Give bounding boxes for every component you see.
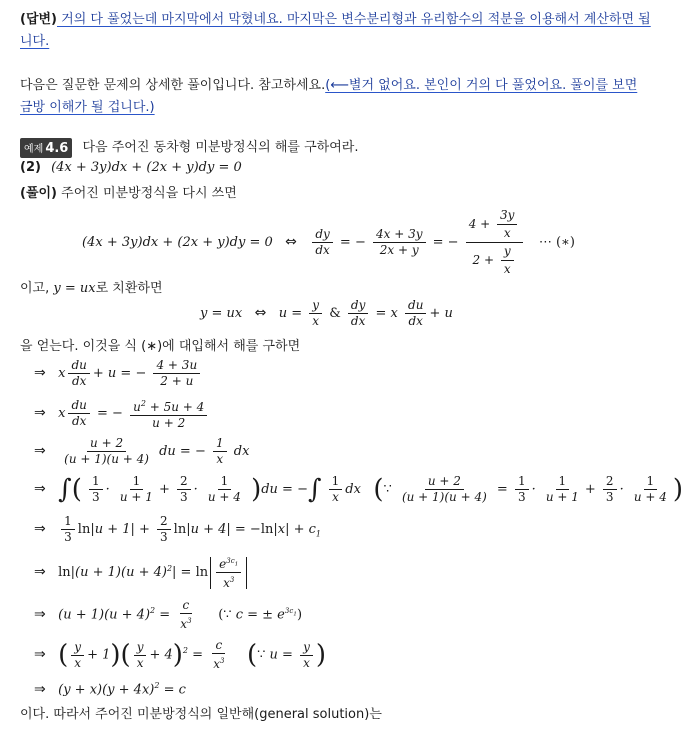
step-3: ⇒ $\frac{u + 2}{(u + 1)(u + 4)}$ du = − $\frac{1}{x}$ dx xyxy=(34,436,250,466)
intro-text: 다음은 질문한 문제의 상세한 풀이입니다. 참고하세요. xyxy=(20,78,326,93)
example-prompt: 다음 주어진 동차형 미분방정식의 해를 구하여라. xyxy=(82,140,359,155)
answer-line-2: 니다. xyxy=(20,34,50,49)
answer-text: 거의 다 풀었는데 마지막에서 막혔네요. 마지막은 변수분리형과 유리함수의 적분을 이용해서 계산하면 됩 xyxy=(57,12,651,27)
example-equation: (4x + 3y)dx + (2x + y)dy = 0 xyxy=(51,160,242,175)
intro-note: (⟵별거 없어요. 본인이 거의 다 풀었어요. 풀이를 보면 xyxy=(325,78,638,93)
equation-2: y = ux ⇔ u = $\frac{y}{x}$ & $\frac{dy}{dx}$ = x $\frac{du}{dx}$ + u xyxy=(200,298,453,328)
step-4: ⇒ ∫( $\frac{1}{3}$ · $\frac{1}{u + 1}$ + $\frac{2}{3}$ · $\frac{1}{u + 4}$ )du = −∫ $\frac{1}{x}$ dx (∵ $\frac{u + 2}{(u + 1)(u + 4)}$ = $\frac{1}{3}$ · $\frac{1}{u + 1}$ + $\frac{2}{3}$ · $\frac{1}{u + 4}$ ) xyxy=(34,474,683,505)
example-part xyxy=(20,160,242,175)
step-7: ⇒ $(u + 1)(u + 4)^2$ = $\frac{c}{x^3}$ (∵ c = ± $e^{3c_1}$) xyxy=(34,598,303,631)
step-6: ⇒ $\ln|(u + 1)(u + 4)^2| = \ln$ $\frac{e^{3c_1}}{x^3}$ xyxy=(34,554,249,591)
star-tag: ⋯ (∗) xyxy=(538,235,575,250)
example-badge-number: 4.6 xyxy=(45,140,69,156)
solution-text: 주어진 미분방정식을 다시 쓰면 xyxy=(61,186,237,201)
step-2: ⇒ x $\frac{du}{dx}$ = − $\frac{u^2 + 5u + 4}{u + 2}$ xyxy=(34,396,210,431)
part-label: (2) xyxy=(20,160,41,175)
solution-line xyxy=(20,182,237,201)
intro-line-1 xyxy=(20,74,637,93)
substitution-eq: y = ux xyxy=(53,281,96,296)
ending-line: 이다. 따라서 주어진 미분방정식의 일반해(general solution)는 xyxy=(20,707,382,722)
step-9: ⇒ $(y + x)(y + 4x)^2 = c$ xyxy=(34,681,186,698)
after-second-line: 을 얻는다. 이것을 식 (∗)에 대입해서 해를 구하면 xyxy=(20,339,301,354)
solution-label: (풀이) xyxy=(20,186,57,201)
answer-tag: (답변) xyxy=(20,12,57,27)
after-first: 이고, xyxy=(20,281,50,296)
step-1: ⇒ x $\frac{du}{dx}$ + u = − $\frac{4 + 3u}{2 + u}$ xyxy=(34,358,203,389)
example-header xyxy=(20,136,358,158)
example-badge xyxy=(20,138,72,158)
substitution-line xyxy=(20,277,163,296)
intro-line-2: 금방 이해가 될 겁니다.) xyxy=(20,100,155,115)
step-5: ⇒ $\frac{1}{3}$ ln|u + 1| + $\frac{2}{3}$ $\ln|u + 4| = -\ln|x| + c_1$ xyxy=(34,514,321,544)
substitution-suffix: 로 치환하면 xyxy=(95,281,163,296)
step-8: ⇒ ( $\frac{y}{x}$ + 1)( $\frac{y}{x}$ + 4)$^2$ = $\frac{c}{x^3}$ (∵ u = $\frac{y}{x}$ ) xyxy=(34,638,327,671)
example-badge-label: 예제 xyxy=(24,143,44,155)
answer-line-1 xyxy=(20,8,651,27)
equation-1: (4x + 3y)dx + (2x + y)dy = 0 ⇔ $\frac{dy}{dx}$ = − $\frac{4x + 3y}{2x + y}$ = − 4 + $\frac{3y}{x}$ 2 + $\frac{y}{x}$ ⋯ (∗) xyxy=(82,208,575,276)
